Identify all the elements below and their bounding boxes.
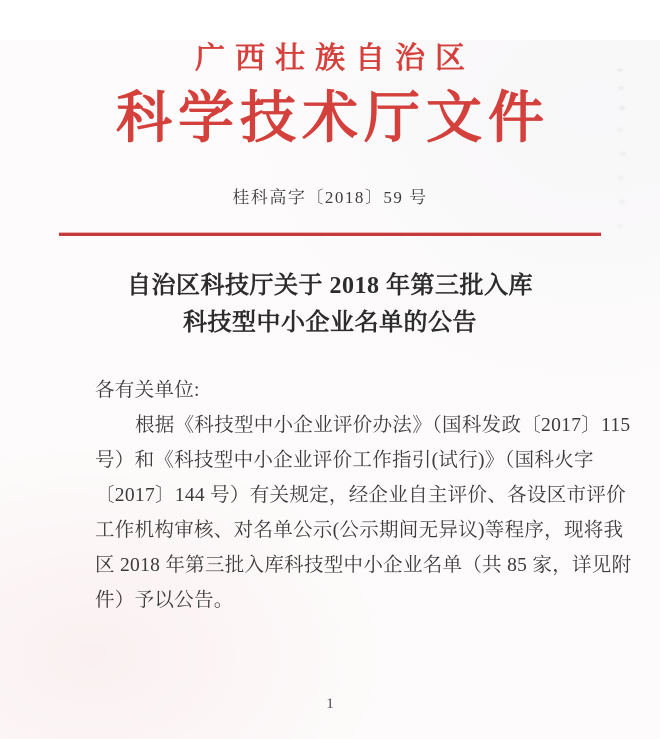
paragraph-line-1: 根据《科技型中小企业评价办法》（国科发政〔2017〕115 — [135, 415, 631, 436]
title-line-1: 自治区科技厅关于 2018 年第三批入库 — [127, 273, 533, 299]
title-line-2: 科技型中小企业名单的公告 — [183, 310, 477, 336]
page-number: 1 — [326, 696, 334, 712]
paragraph-line-5: 区 2018 年第三批入库科技型中小企业名单（共 85 家，详见附 — [95, 555, 632, 576]
paragraph-line-3: 〔2017〕144 号）有关规定，经企业自主评价、各设区市评价 — [95, 485, 626, 506]
issuer-region: 广西壮族自治区 — [195, 42, 475, 75]
document-number: 桂科高字〔2018〕59 号 — [232, 188, 428, 207]
red-divider-line — [59, 233, 601, 236]
document-title — [0, 268, 660, 342]
salutation: 各有关单位: — [95, 380, 200, 401]
paragraph-line-2: 号）和《科技型中小企业评价工作指引(试行)》（国科火字 — [95, 450, 594, 471]
document-page — [0, 40, 660, 739]
paragraph-line-4: 工作机构审核、对名单公示(公示期间无异议)等程序，现将我 — [95, 520, 624, 541]
letterhead — [0, 40, 660, 152]
issuer-organization: 科学技术厅文件 — [116, 88, 550, 150]
document-body — [95, 373, 632, 618]
paragraph-line-6: 件）予以公告。 — [95, 590, 234, 611]
scan-smudge-artifact — [617, 68, 623, 72]
